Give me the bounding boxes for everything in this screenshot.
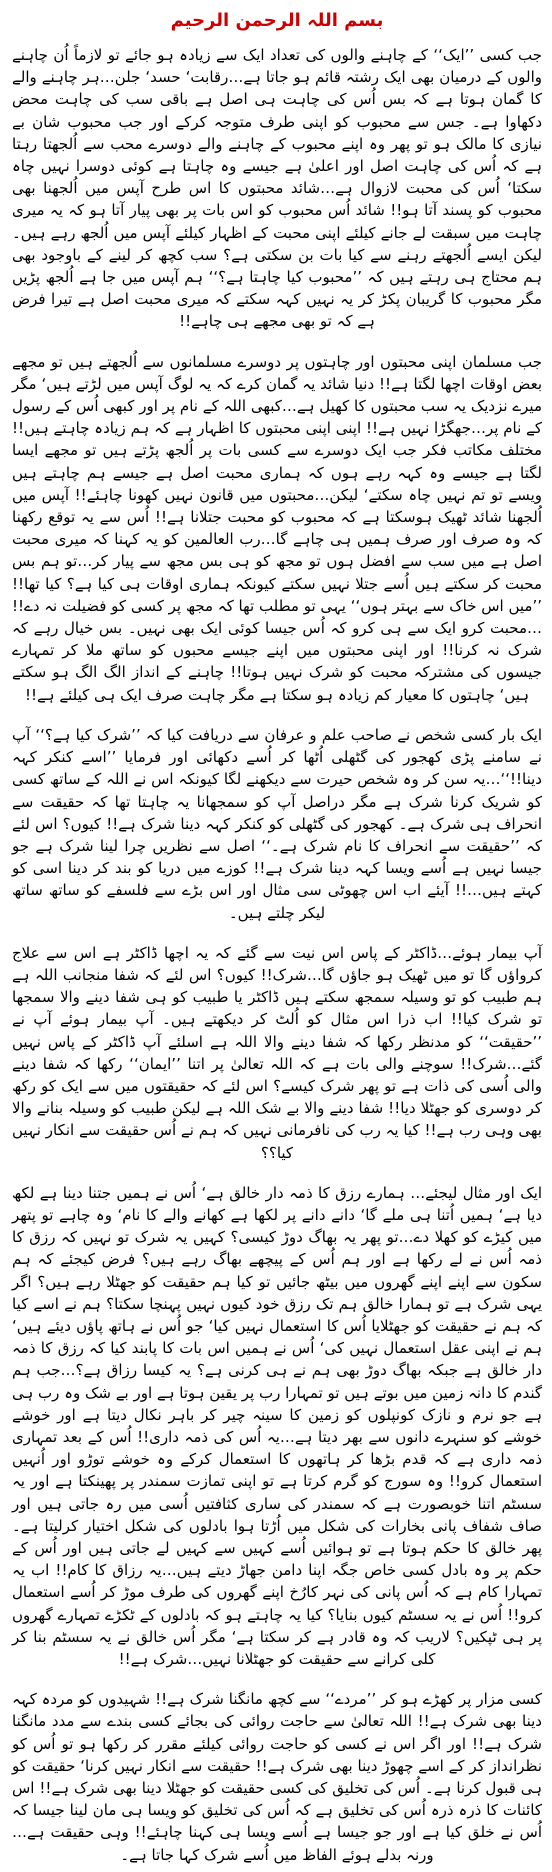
article-paragraph: ایک اور مثال لیجئے… ہمارے رزق کا ذمہ دار خالق ہے‘ اُس نے ہمیں جتنا دینا ہے لکھ دیا ہے‘ ہمیں اُتنا ہی ملے گا‘ دانے دانے پر لکھا ہے کھانے والے کا نام‘ وہ چاہے تو پتھر میں کیڑے کو کھلا دے…تو پھر یہ بھاگ دوڑ کیسی؟ کہیں یہ شرک تو نہیں کہ رزق کا ذمہ اُس نے لے رکھا ہے اور ہم اُس کے پیچھے بھاگ رہے ہیں؟ فرض کیجئے کہ ہم سکون سے اپنے اپنے گھروں میں بیٹھ جائیں تو کیا ہم حقیقت کو جھٹلا رہے ہیں؟ اگر یہی شرک ہے تو ہمارا خالق ہم تک رزق خود کیوں نہیں پہنچا سکتا؟ ہم نے اسے کیا کہ ہم نے حقیقت کو جھٹلایا اُس کا استعمال نہیں کیا‘ جو اُس نے ہاتھ پاؤں دیئے ہیں‘ ہم نے اپنی عقل استعمال نہیں کی‘ اُس نے ہمیں اس بات کا پابند کیا کہ رزق کا ذمہ دار خالق ہے جبکہ بھاگ دوڑ بھی ہم نے ہی کرنی ہے؟ یہ کیسا رزاق ہے؟…جب ہم گندم کا دانہ زمین میں بوتے ہیں تو تمہارا رب پر یقین ہوتا ہے اور بے شک وہ رب ہی ہے جو نرم و نازک کونپلوں کو زمین کا سینہ چیر کر باہر نکال دیتا ہے اور خوشے خوشے کو سنہرے دانوں سے بھر دیتا ہے…یہ اُس کی ذمہ داری!! اُس کے بعد تمہاری ذمہ داری ہے کہ قدم بڑھا کر ہاتھوں کا استعمال کرکے وہ خوشے توڑو اور اُنہیں استعمال کرو!! وہ سورج کو گرم کرتا ہے تو اپنی تمازت سمندر پر پھینکتا ہے اور یہ سسٹم اتنا خوبصورت ہے کہ سمندر کی ساری کثافتیں اُسی میں رہ جاتی ہیں اور صاف شفاف پانی بخارات کی شکل میں اُڑتا ہوا بادلوں کی شکل اختیار کرلیتا ہے۔ پھر خالق کا حکم ہوتا ہے تو ہوائیں اُسے کہیں سے کہیں لے جاتی ہیں اور اُس کے حکم پر وہ بادل کسی خاص جگہ اپنا دامن جھاڑ دیتے ہیں…یہ رزاق کا کام!! اب یہ تمہارا کام ہے کہ اُس پانی کی نہر کارُخ اپنے گھروں کی طرف موڑ کر اُسے استعمال کرو!! اُس نے یہ سسٹم کیوں بنایا؟ کیا یہ چاہتے ہو کہ بادلوں کے ٹکڑے تمہارے گھروں پر ہی ٹپکیں؟ لاریب کہ وہ قادر ہے کر سکتا ہے‘ مگر اُس خالق نے یہ سسٹم بنا کر کلی کرانے سے حقیقت کو جھٹلانا نہیں…شرک ہے!! [12, 1183, 542, 1669]
article-paragraph: ایک بار کسی شخص نے صاحب علم و عرفان سے دریافت کیا کہ ’’شرک کیا ہے؟‘‘ آپ نے سامنے پڑی کھجور کی گٹھلی اُٹھا کر اُسے دکھائی اور فرمایا ’’اسے کنکر کہہ دینا!!‘‘…یہ سن کر وہ شخص حیرت سے دیکھنے لگا کیونکہ اس نے اللہ کے ساتھ کسی کو شریک کرنا شرک ہے مگر دراصل آپ کو سمجھانا یہ چاہتا تھا کہ حقیقت سے انحراف ہی شرک ہے۔ کھجور کی گٹھلی کو کنکر کہہ دینا شرک ہے!! کیوں؟ اس لئے کہ ’’حقیقت سے انحراف کا نام شرک ہے۔‘‘ اصل سے نظریں چرا لینا شرک ہے جو جیسا نہیں ہے اُسے ویسا کہہ دینا شرک ہے!! کوزے میں دریا کو بند کر دینا اسی کو کہتے ہیں…!! آیئے اب اس چھوٹی سی مثال اور اس بڑے سے فلسفے کو ساتھ ساتھ لیکر چلتے ہیں۔ [12, 725, 542, 922]
article-paragraph: جب کسی ’’ایک‘‘ کے چاہنے والوں کی تعداد ایک سے زیادہ ہو جائے تو لازماً اُن چاہنے والوں کے درمیان بھی ایک رشتہ قائم ہو جاتا ہے…رقابت‘ حسد‘ جلن…ہر چاہنے والے کا گمان ہوتا ہے کہ بس اُس کی چاہت ہی اصل ہے باقی سب کی چاہت محض دکھاوا ہے۔ جس سے محبوب کو اپنی طرف متوجہ کرکے اور جب محبوب شان بے نیازی کا مالک ہو تو پھر وہ اپنے محبوب کے چاہنے والے دوسرے محب سے اُلجھتا رہتا ہے کہ اُس کی چاہت اصل اور اعلیٰ ہے جیسے وہ چاہتا ہے کوئی دوسرا نہیں چاہ سکتا‘ اُس کی محبت لازوال ہے…شائد محبتوں کا اس طرح آپس میں اُلجھنا بھی محبوب کو پسند آتا ہو!! شائد اُس محبوب کو اس بات پر بھی پیار آتا ہو کہ یہ میری چاہت میں سبقت لے جانے کیلئے اپنی محبت کے اظہار کیلئے آپس میں اُلجھ رہے ہیں۔ لیکن ایسے اُلجھتے رہنے سے کیا بات بن سکتی ہے؟ سب کچھ کر لینے کے باوجود بھی ہم محتاج ہی رہتے ہیں کہ ’’محبوب کیا چاہتا ہے؟‘‘ ہم آپس میں جا ہے اُلجھ پڑیں مگر محبوب کا گریبان پکڑ کر یہ نہیں کہہ سکتے کہ میری محبت اصل ہے تیرا فرض ہے کہ تو بھی مجھے ہی چاہے!! [12, 46, 542, 331]
article-paragraph: جب مسلمان اپنی محبتوں اور چاہتوں پر دوسرے مسلمانوں سے اُلجھتے ہیں تو مجھے بعض اوقات اچھا لگتا ہے!! دنیا شائد یہ گمان کرے کہ یہ لوگ آپس میں لڑتے ہیں‘ مگر میرے نزدیک یہ سب محبتوں کا کھیل ہے…کبھی اللہ کے نام پر اور کبھی اُس کے رسول کے نام پر…جھگڑا نہیں ہے!! اپنی اپنی محبتوں کا اظہار ہے کہ ہم زیادہ چاہتے ہیں!! مختلف مکاتب فکر جب ایک دوسرے سے کسی بات پر اُلجھ پڑتے ہیں تو مجھے ایسا لگتا ہے جیسے وہ کہہ رہے ہوں کہ ہماری محبت اصل ہے جیسے ہم چاہتے ہیں ویسے تو تم نہیں چاہ سکتے‘ لیکن…محبتوں میں قانون نہیں کھونا چاہئے!! آپس میں اُلجھنا شائد ٹھیک ہوسکتا ہے کہ محبوب کو محبت جتلانا ہے!! اُس سے یہ توقع رکھنا کہ وہ صرف اور صرف ہمیں ہی چاہے گا…رب العالمین کو یہ کہنا کہ میری محبت اصل ہے میں سب سے افضل ہوں تو مجھ کو ہی بس مجھ سے پیار کر…تو ہم بس محبت کر سکتے ہیں اُسے جتلا نہیں سکتے کیونکہ ہماری اوقات ہی کیا ہے؟ کیا تھا!! ’’میں اس خاک سے بہتر ہوں‘‘ یہی تو مطلب تھا کہ مجھ پر کسی کو فضیلت نہ دے!! …محبت کرو ایک سے ہی کرو کہ اُس جیسا کوئی ایک بھی نہیں۔ بس خیال رہے کہ شرک نہ کرنا!! اور اپنی محبتوں میں اپنے جیسے محبوں کو ساتھ ملا کر تمہارے جیسوں کی مشترکہ محبت کو شرک نہیں ہوتا!! چاہنے کے انداز الگ الگ ہو سکتے ہیں‘ چاہتوں کا معیار کم زیادہ ہو سکتا ہے مگر چاہت صرف ایک ہی کیلئے ہے!! [12, 352, 542, 704]
bismillah-heading: بسم اللہ الرحمن الرحیم [170, 10, 384, 31]
article-paragraph: آپ بیمار ہوئے…ڈاکٹر کے پاس اس نیت سے گئے کہ یہ اچھا ڈاکٹر ہے اس سے علاج کرواؤں گا تو میں ٹھیک ہو جاؤں گا…شرک!! کیوں؟ اس لئے کہ شفا منجانب اللہ ہے ہم طبیب کو تو وسیلہ سمجھ سکتے ہیں ڈاکٹر یا طبیب کو ہی شفا دینے والا سمجھا تو شرک کیا!! اب ذرا اس مثال کو اُلٹ کر دیکھتے ہیں۔ آپ بیمار ہوئے آپ نے ’’حقیقت‘‘ کو مدنظر رکھا کہ شفا دینے والا اللہ ہے اسلئے آپ ڈاکٹر کے پاس نہیں گئے…شرک!! سوچنے والی بات ہے کہ اللہ تعالیٰ پر اتنا ’’ایمان‘‘ رکھا کہ شفا دینے والی اُسی کی ذات ہے تو پھر شرک کیسے؟ اس لئے کہ حقیقتوں میں سے ایک کو رکھ کر دوسری کو جھٹلا دیا!! شفا دینے والا بے شک اللہ ہے لیکن طبیب کو وسیلہ بنانے والا بھی وہی رب ہے!! کیا یہ رب کی نافرمانی نہیں کہ ہم نے اُس حقیقت سے انکار نہیں کیا؟؟ [12, 943, 542, 1162]
article-paragraph: کسی مزار پر کھڑے ہو کر ’’مردے‘‘ سے کچھ مانگنا شرک ہے!! شہیدوں کو مردہ کہہ دینا بھی شرک ہے!! اللہ تعالیٰ سے حاجت روائی کی بجائے کسی بندے سے مدد مانگنا شرک ہے!! اور اگر اس نے کسی کو حاجت روائی کیلئے مقرر کر رکھا ہو تو اُس کو نظرانداز کر کے اسے چھوڑ دینا بھی شرک ہے!! حقیقت سے انکار نہیں کرنا‘ حقیقت کو ہی قبول کرنا ہے۔ اُس کی تخلیق کی کسی حقیقت کو جھٹلا دینا بھی شرک ہے!! اس کائنات کا ذرہ ذرہ اُس کی تخلیق ہے کہ اُس کی تخلیق کو ویسا ہی مان لینا جیسا کہ اُس نے خلق کیا ہے اور جو جیسا ہے اُسے ویسا ہی کہنا چاہئے!! وہی حقیقت ہے… ورنہ بدلے ہوئے الفاظ میں اُسے شرک کہا جاتا ہے۔ [12, 1690, 542, 1864]
